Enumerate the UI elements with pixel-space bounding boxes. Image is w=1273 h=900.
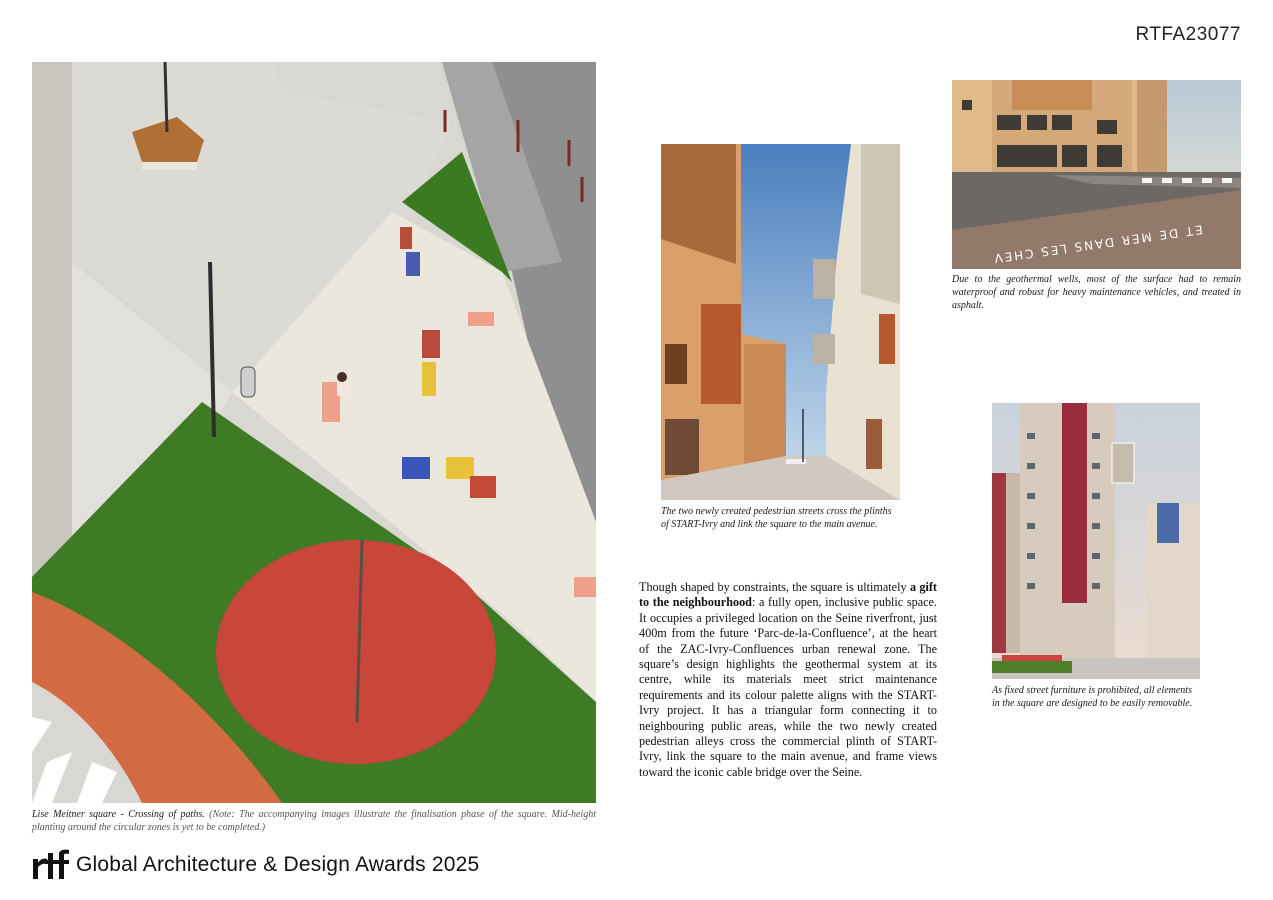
- body-part-2: : a fully open, inclusive public space. It occupies a privileged location on the Seine riverfront, just 400m from the future ‘Parc-de-la-Confluence’, at the heart of the ZAC-Ivry-Confluences urban renewal zone. The square’s design highlights the geothermal system at its centre, while its materials meet strict maintenance requirements and its colour palette aligns with the START-Ivry project. It has a triangular form connecting it to neighbouring public areas, while the two newly created pedestrian alleys cross the commercial plinth of START-Ivry, link the square to the main avenue, and frame views toward the iconic cable bridge over the Seine.: [639, 595, 937, 779]
- main-caption-note: (Note: The accompanying images illustrate the finalisation phase of the square. Mid-height planting around the circular zones is yet to be completed.): [32, 809, 596, 833]
- rtf-logo-icon: [32, 849, 70, 881]
- footer: [32, 848, 479, 882]
- body-bold-phrase: a gift to the neighbourhood: [639, 580, 937, 610]
- asphalt-plaza-photo: [952, 80, 1241, 269]
- main-photo-caption: [32, 808, 596, 834]
- aerial-square-photo: [32, 62, 596, 803]
- asphalt-photo-caption: Due to the geothermal wells, most of the surface had to remain waterproof and robust for heavy maintenance vehicles, and treated in asphalt.: [952, 274, 1241, 311]
- asphalt-marking-text: ET DE MER DANS LES CHEV: [991, 222, 1204, 266]
- body-part-1: Though shaped by constraints, the square is ultimately: [639, 580, 910, 594]
- tower-photo-caption: As fixed street furniture is prohibited, all elements in the square are designed to be easily removable.: [992, 685, 1193, 709]
- pedestrian-street-photo: [661, 144, 900, 500]
- street-photo-caption: The two newly created pedestrian streets cross the plinths of START-Ivry and link the square to the main avenue.: [661, 506, 892, 530]
- tower-photo: [992, 403, 1200, 679]
- footer-title: Global Architecture & Design Awards 2025: [76, 853, 480, 876]
- main-caption-lead: Lise Meitner square - Crossing of paths.: [32, 809, 205, 820]
- project-code: RTFA23077: [1135, 24, 1241, 45]
- body-paragraph: [639, 580, 937, 780]
